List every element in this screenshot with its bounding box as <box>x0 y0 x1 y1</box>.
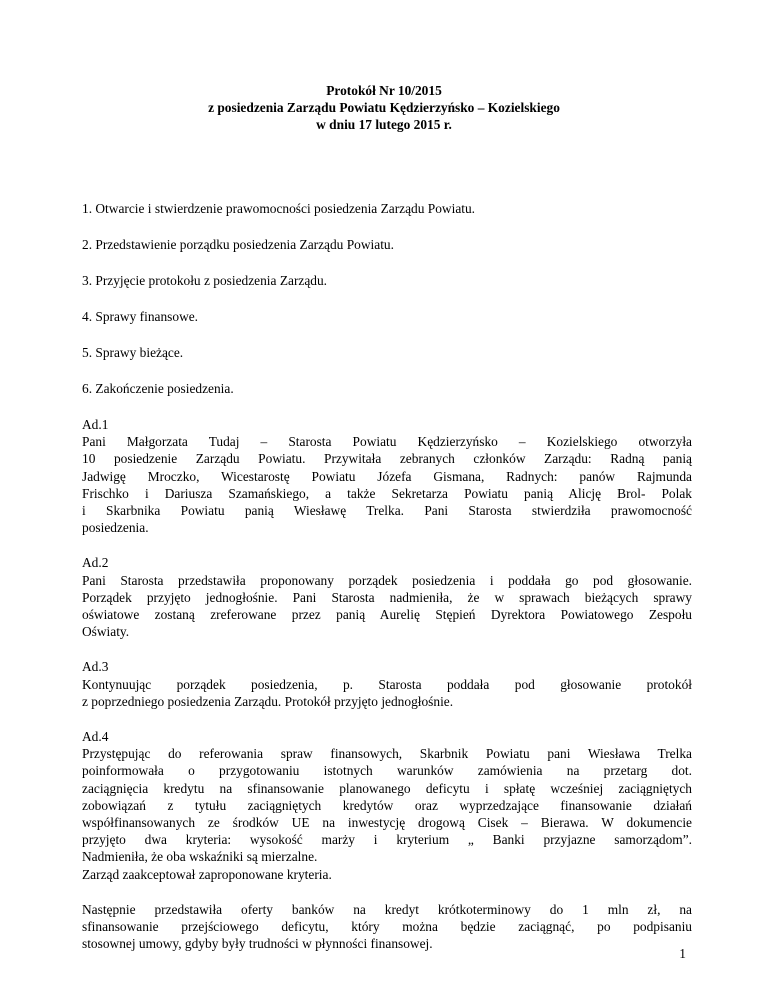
paragraph-line: Kontynuując porządek posiedzenia, p. Starosta poddała pod głosowanie protokół <box>82 676 692 692</box>
paragraph-line: Nadmieniła, że oba wskaźniki są mierzalne. <box>82 849 318 865</box>
agenda-item-5: 5. Sprawy bieżące. <box>82 345 184 360</box>
paragraph-line: Frischko i Dariusza Szamańskiego, a także Sekretarza Powiatu panią Alicję Brol- Polak <box>82 485 692 501</box>
section-ad3 <box>82 658 692 710</box>
paragraph-line: sfinansowanie przejściowego deficytu, który można będzie zaciągnąć, po podpisaniu <box>82 919 692 935</box>
paragraph-line: stosownej umowy, gdyby były trudności w płynności finansowej. <box>82 936 433 952</box>
paragraph-line: zobowiązań z tytułu zaciągniętych kredytów oraz wyprzedzające finansowanie działań <box>82 797 692 813</box>
paragraph-line: Pani Małgorzata Tudaj – Starosta Powiatu Kędzierzyńsko – Kozielskiego otworzyła <box>82 434 692 450</box>
document-title <box>0 82 768 133</box>
section-ad1 <box>82 416 692 536</box>
paragraph-line: przyjęto dwa kryteria: wysokość marży i kryterium „ Banki przyjazne samorządom”. <box>82 832 692 848</box>
agenda-list <box>82 200 692 416</box>
protocol-body <box>82 416 692 970</box>
paragraph-line: współfinansowanych ze środków UE na inwestycję drogową Cisek – Bierawa. W dokumencie <box>82 815 692 831</box>
paragraph-line: z poprzedniego posiedzenia Zarządu. Protokół przyjęto jednogłośnie. <box>82 693 454 709</box>
paragraph-line: Pani Starosta przedstawiła proponowany porządek posiedzenia i poddała go pod głosowanie. <box>82 572 692 588</box>
page-number: 1 <box>679 946 686 961</box>
title-line-2: z posiedzenia Zarządu Powiatu Kędzierzyńsko – Kozielskiego <box>208 100 560 115</box>
agenda-item-2: 2. Przedstawienie porządku posiedzenia Zarządu Powiatu. <box>82 237 394 252</box>
paragraph-line: Jadwigę Mroczko, Wicestarostę Powiatu Józefa Gismana, Radnych: panów Rajmunda <box>82 468 692 484</box>
paragraph-line: zaciągnięcia kredytu na sfinansowanie planowanego deficytu i spłatę wcześniej zaciągniętych <box>82 780 692 796</box>
section-closing <box>82 901 692 953</box>
paragraph-line: Zarząd zaakceptował zaproponowane kryteria. <box>82 866 332 882</box>
agenda-item-6: 6. Zakończenie posiedzenia. <box>82 381 234 396</box>
section-ad2 <box>82 554 692 640</box>
section-heading: Ad.4 <box>82 729 109 745</box>
paragraph-line: Oświaty. <box>82 624 130 640</box>
section-heading: Ad.3 <box>82 659 109 675</box>
section-heading: Ad.2 <box>82 555 109 571</box>
paragraph-line: posiedzenia. <box>82 520 149 536</box>
title-line-1: Protokół Nr 10/2015 <box>326 83 442 98</box>
section-heading: Ad.1 <box>82 417 109 432</box>
paragraph-line: poinformowała o przygotowaniu istotnych warunków zamówienia na przetarg dot. <box>82 763 692 779</box>
paragraph-line: 10 posiedzenie Zarządu Powiatu. Przywitała zebranych członków Zarządu: Radną panią <box>82 451 692 467</box>
agenda-item-1: 1. Otwarcie i stwierdzenie prawomocności posiedzenia Zarządu Powiatu. <box>82 201 476 216</box>
paragraph-line: i Skarbnika Powiatu panią Wiesławę Trelka. Pani Starosta stwierdziła prawomocność <box>82 503 692 519</box>
paragraph-line: Przystępując do referowania spraw finansowych, Skarbnik Powiatu pani Wiesława Trelka <box>82 746 692 762</box>
paragraph-line: oświatowe zostaną zreferowane przez panią Aurelię Stępień Dyrektora Powiatowego Zespołu <box>82 607 692 623</box>
paragraph-line: Porządek przyjęto jednogłośnie. Pani Starosta nadmieniła, że w sprawach bieżących sprawy <box>82 589 692 605</box>
title-line-3: w dniu 17 lutego 2015 r. <box>316 117 452 132</box>
agenda-item-3: 3. Przyjęcie protokołu z posiedzenia Zarządu. <box>82 273 328 288</box>
section-ad4 <box>82 728 692 883</box>
agenda-item-4: 4. Sprawy finansowe. <box>82 309 199 324</box>
paragraph-line: Następnie przedstawiła oferty banków na kredyt krótkoterminowy do 1 mln zł, na <box>82 901 692 917</box>
